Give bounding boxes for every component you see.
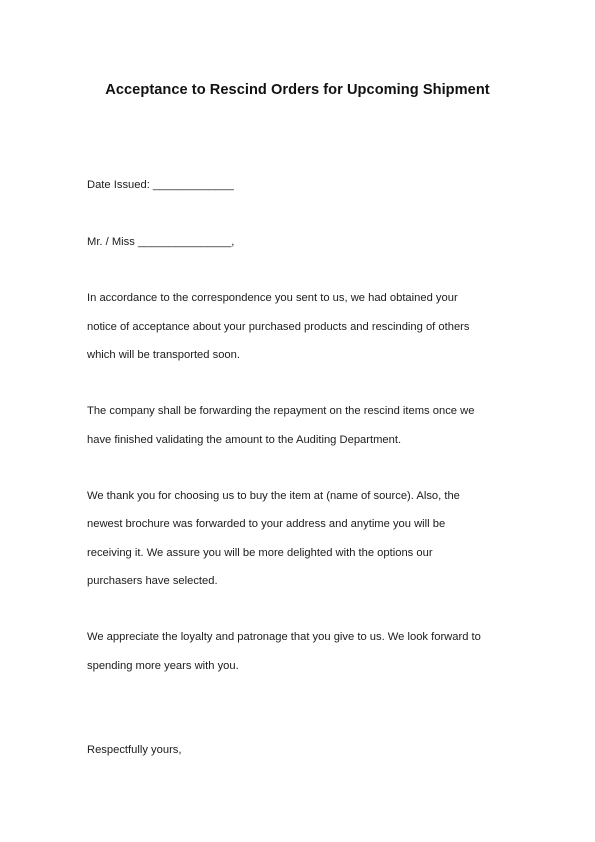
letter-title: Acceptance to Rescind Orders for Upcoming Shipment [105, 82, 490, 98]
paragraph1-line1: In accordance to the correspondence you sent to us, we had obtained your [87, 292, 458, 304]
paragraph3-line1: We thank you for choosing us to buy the item at (name of source). Also, the [87, 490, 460, 502]
paragraph4-line1: We appreciate the loyalty and patronage that you give to us. We look forward to [87, 631, 481, 643]
paragraph3-line2: newest brochure was forwarded to your address and anytime you will be [87, 518, 446, 530]
salutation-line: Mr. / Miss _______________, [87, 236, 235, 248]
closing-line: Respectfully yours, [87, 744, 182, 756]
paragraph4-line2: spending more years with you. [87, 660, 239, 672]
paragraph3-line3: receiving it. We assure you will be more delighted with the options our [87, 547, 433, 559]
paragraph2-line2: have finished validating the amount to the Auditing Department. [87, 434, 402, 446]
paragraph3-line4: purchasers have selected. [87, 575, 218, 587]
date-issued-line: Date Issued: _____________ [87, 179, 234, 191]
paragraph1-line2: notice of acceptance about your purchased products and rescinding of others [87, 321, 470, 333]
paragraph2-line1: The company shall be forwarding the repayment on the rescind items once we [87, 405, 475, 417]
paragraph1-line3: which will be transported soon. [87, 349, 240, 361]
